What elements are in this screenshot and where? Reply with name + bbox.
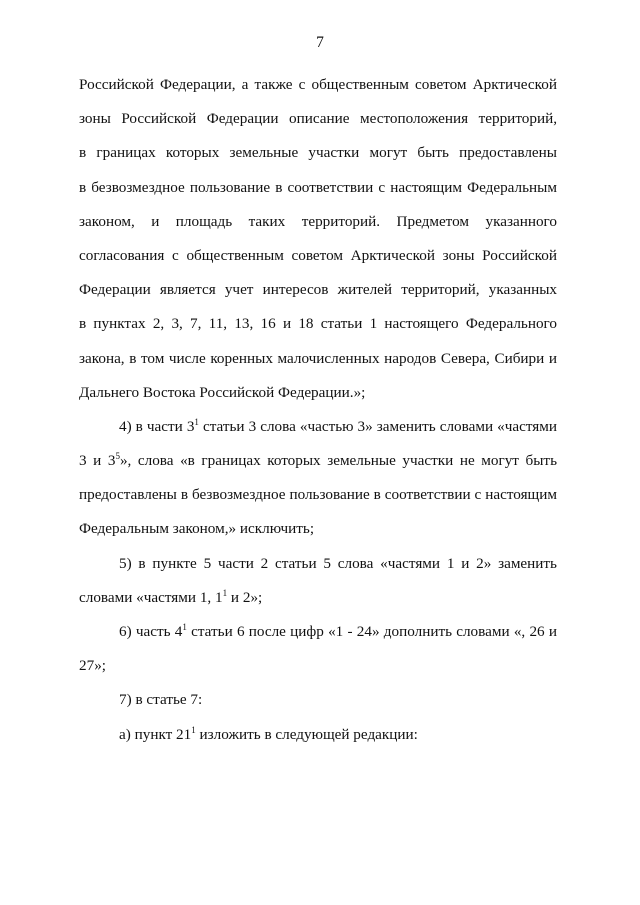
text-run: а) пункт 21: [119, 725, 192, 743]
text-line: Федеральным законом,» исключить;: [79, 520, 315, 538]
superscript: 1: [194, 416, 199, 427]
text-line: [79, 581, 557, 615]
text-line: 27»;: [79, 657, 107, 675]
text-line: [79, 444, 557, 478]
text-line: закона, в том числе коренных малочисленных народов Севера, Сибири и: [79, 349, 557, 367]
paragraph-4-first-line: [79, 410, 557, 444]
document-body: [79, 68, 557, 752]
text-line: Дальнего Востока Российской Федерации.»;: [79, 383, 366, 401]
text-run: статьи 6 после цифр «1 - 24» дополнить словами «, 26 и: [186, 623, 557, 640]
text-run: словами «частями 1, 1: [79, 588, 223, 606]
superscript: 1: [222, 587, 228, 598]
paragraph-7a: [79, 718, 557, 752]
text-line: Федерации является учет интересов жителей территорий, указанных: [79, 281, 557, 299]
paragraph-6-first-line: [79, 615, 557, 649]
page-number: 7: [316, 34, 324, 51]
superscript: 1: [182, 622, 187, 632]
text-line: в границах которых земельные участки могут быть предоставлены: [79, 144, 557, 162]
paragraph-7-heading: 7) в статье 7:: [119, 691, 203, 709]
text-run: 4) в части 3: [119, 417, 195, 435]
text-line: согласования с общественным советом Арктической зоны Российской: [79, 246, 557, 264]
text-run: 3 и 3: [79, 452, 116, 470]
text-run: статьи 3 слова «частью 3» заменить словами «частями: [198, 417, 557, 435]
text-line: в пунктах 2, 3, 7, 11, 13, 16 и 18 статьи 1 настоящего Федерального: [79, 315, 557, 333]
text-line: Российской Федерации, а также с общественным советом Арктической: [79, 76, 557, 93]
text-run: 6) часть 4: [119, 623, 183, 640]
text-line: в безвозмездное пользование в соответствии с настоящим Федеральным: [79, 178, 557, 196]
paragraph-5-first-line: 5) в пункте 5 части 2 статьи 5 слова «частями 1 и 2» заменить: [119, 554, 557, 572]
text-run: изложить в следующей редакции:: [195, 725, 418, 743]
text-run: », слова «в границах которых земельные участки не могут быть: [119, 452, 557, 470]
superscript: 5: [115, 451, 120, 462]
text-line: зоны Российской Федерации описание местоположения территорий,: [79, 110, 557, 128]
text-run: и 2»;: [227, 588, 263, 606]
text-line: законом, и площадь таких территорий. Предметом указанного: [79, 212, 557, 230]
superscript: 1: [191, 724, 196, 735]
text-line: предоставлены в безвозмездное пользование в соответствии с настоящим: [79, 486, 557, 504]
